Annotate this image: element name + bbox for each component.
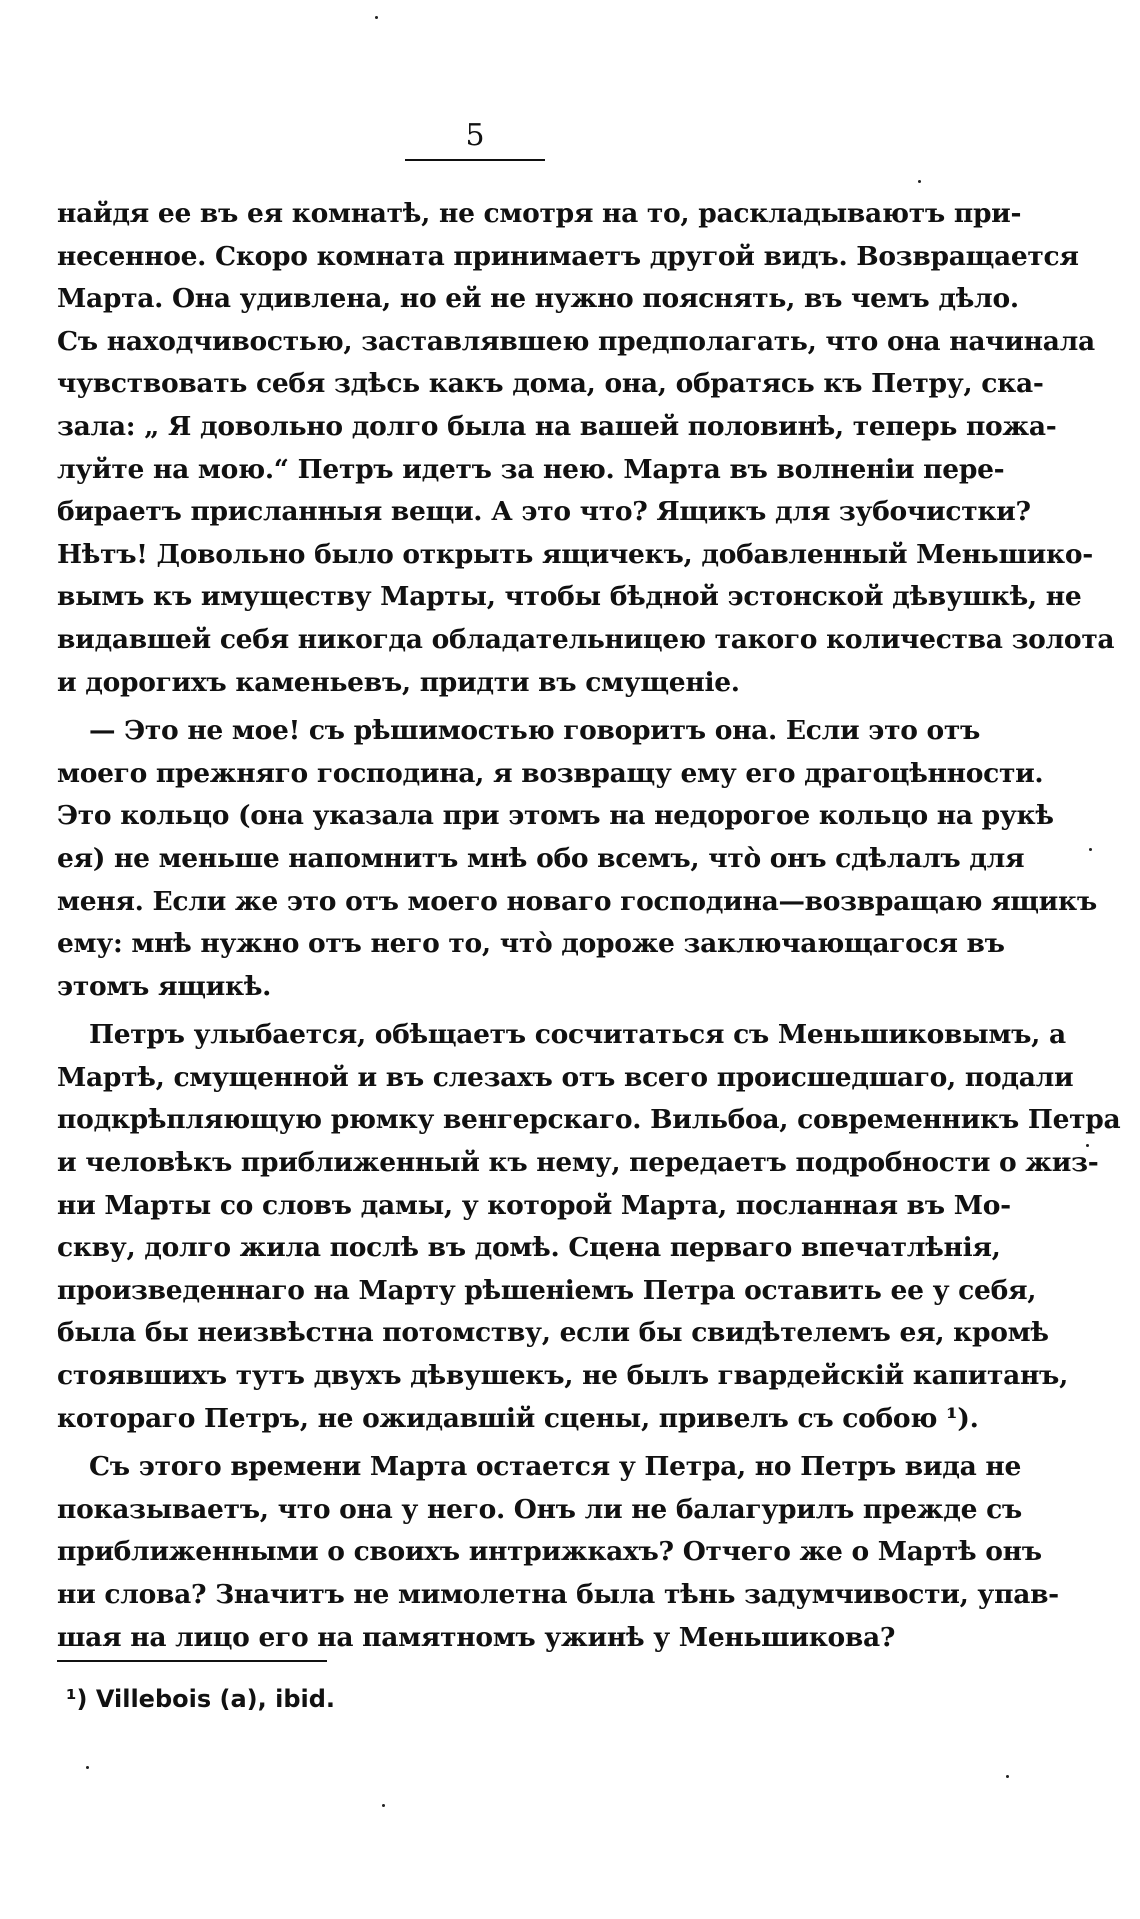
text-line: произведеннаго на Марту рѣшеніемъ Петра оставить ее у себя,: [57, 1274, 1037, 1306]
text-line: несенное. Скоро комната принимаетъ другой видъ. Возвращается: [57, 240, 1079, 272]
scan-speck: [1006, 1775, 1009, 1778]
text-line: была бы неизвѣстна потомству, если бы свидѣтелемъ ея, кромѣ: [57, 1317, 1049, 1349]
page-number: 5: [465, 118, 485, 153]
text-line: Мартѣ, смущенной и въ слезахъ отъ всего происшедшаго, подали: [57, 1061, 1074, 1093]
text-line: бираетъ присланныя вещи. А это что? Ящикъ для зубочистки?: [57, 496, 1031, 528]
text-line: котораго Петръ, не ожидавшій сцены, привелъ съ собою ¹).: [57, 1402, 979, 1434]
scan-speck: [1086, 1144, 1089, 1147]
text-line: показываетъ, что она у него. Онъ ли не балагурилъ прежде съ: [57, 1493, 1022, 1525]
paragraph: [57, 1014, 1121, 1440]
text-line: чувствовать себя здѣсь какъ дома, она, обратясь къ Петру, ска-: [57, 368, 1044, 400]
scan-speck: [918, 180, 921, 183]
text-line: — Это не мое! съ рѣшимостью говоритъ она. Если это отъ: [89, 715, 981, 747]
text-line: луйте на мою.“ Петръ идетъ за нею. Марта въ волненіи пере-: [57, 453, 1005, 485]
text-line: зала: „ Я довольно долго была на вашей половинѣ, теперь пожа-: [57, 410, 1057, 442]
header-rule: [405, 159, 545, 161]
scan-speck: [382, 1804, 385, 1807]
scan-speck: [1089, 848, 1092, 851]
scan-speck: [86, 1766, 89, 1769]
text-line: видавшей себя никогда обладательницею такого количества золота: [57, 623, 1115, 655]
text-line: этомъ ящикѣ.: [57, 970, 272, 1002]
text-line: меня. Если же это отъ моего новаго господина—возвращаю ящикъ: [57, 885, 1097, 917]
text-line: и дорогихъ каменьевъ, придти въ смущеніе.: [57, 666, 740, 698]
paragraph: [57, 1446, 1059, 1659]
paragraph: [57, 193, 1115, 704]
text-line: Съ этого времени Марта остается у Петра, но Петръ вида не: [89, 1451, 1022, 1483]
text-line: шая на лицо его на памятномъ ужинѣ у Меньшикова?: [57, 1621, 896, 1653]
text-line: ни Марты со словъ дамы, у которой Марта, посланная въ Мо-: [57, 1189, 1011, 1221]
paragraph: [57, 710, 1097, 1008]
text-line: вымъ къ имуществу Марты, чтобы бѣдной эстонской дѣвушкѣ, не: [57, 581, 1082, 613]
body-text: [57, 193, 1121, 1665]
footnote-rule: [57, 1660, 327, 1662]
scan-speck: [375, 16, 378, 19]
text-line: ея) не меньше напомнитъ мнѣ обо всемъ, что̀ онъ сдѣлалъ для: [57, 842, 1025, 874]
text-line: подкрѣпляющую рюмку венгерскаго. Вильбоа, современникъ Петра: [57, 1104, 1121, 1136]
text-line: скву, долго жила послѣ въ домѣ. Сцена перваго впечатлѣнія,: [57, 1232, 1001, 1264]
text-line: и человѣкъ приближенный къ нему, передаетъ подробности о жиз-: [57, 1147, 1099, 1179]
text-line: приближенными о своихъ интрижкахъ? Отчего же о Мартѣ онъ: [57, 1536, 1042, 1568]
text-line: Петръ улыбается, обѣщаетъ сосчитаться съ Меньшиковымъ, а: [89, 1019, 1066, 1051]
text-line: стоявшихъ тутъ двухъ дѣвушекъ, не былъ гвардейскій капитанъ,: [57, 1360, 1068, 1392]
text-line: ни слова? Значитъ не мимолетна была тѣнь задумчивости, упав-: [57, 1579, 1059, 1610]
text-line: моего прежняго господина, я возвращу ему его драгоцѣнности.: [57, 757, 1044, 789]
text-line: найдя ее въ ея комнатѣ, не смотря на то, раскладываютъ при-: [57, 198, 1022, 229]
footnote: ¹) Villebois (a), ibid.: [66, 1685, 336, 1713]
text-line: Марта. Она удивлена, но ей не нужно пояснять, въ чемъ дѣло.: [57, 283, 1019, 315]
text-line: Съ находчивостью, заставлявшею предполагать, что она начинала: [57, 325, 1095, 357]
text-line: Это кольцо (она указала при этомъ на недорогое кольцо на рукѣ: [57, 800, 1054, 832]
text-line: Нѣтъ! Довольно было открыть ящичекъ, добавленный Меньшико-: [57, 538, 1093, 570]
text-line: ему: мнѣ нужно отъ него то, что̀ дороже заключающагося въ: [57, 928, 1005, 960]
